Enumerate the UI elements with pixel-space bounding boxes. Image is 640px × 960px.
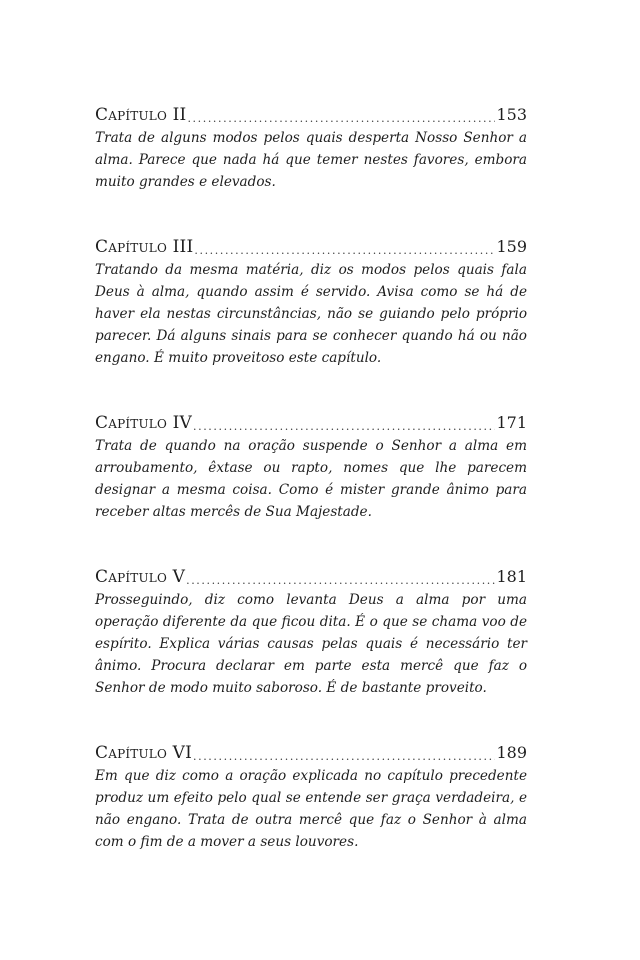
chapter-description: Em que diz como a oração explicada no capítulo precedente produz um efeito pelo qual se entende ser graça verdadeira, e não engano. Trata de outra mercê que faz o Senhor à alma com o fim de a mover a seus louvores. — [95, 768, 527, 850]
chapter-heading — [95, 565, 527, 589]
toc-entry-chapter-5 — [95, 565, 527, 699]
page-number: 171 — [496, 413, 527, 432]
chapter-title: Capítulo VI — [95, 743, 193, 763]
toc-entry-chapter-2 — [95, 103, 527, 193]
chapter-title: Capítulo IV — [95, 413, 193, 433]
chapter-title: Capítulo II — [95, 105, 187, 125]
chapter-description: Trata de quando na oração suspende o Senhor a alma em arroubamento, êxtase ou rapto, nomes que lhe parecem designar a mesma coisa. Como é mister grande ânimo para receber altas mercês de Sua Majestade. — [95, 438, 527, 520]
page-number: 159 — [496, 237, 527, 256]
dot-leader — [187, 105, 495, 122]
toc-entry-chapter-6 — [95, 741, 527, 853]
chapter-heading — [95, 741, 527, 765]
chapter-description: Trata de alguns modos pelos quais desperta Nosso Senhor a alma. Parece que nada há que temer nestes favores, embora muito grandes e elevados. — [95, 130, 527, 190]
chapter-description: Tratando da mesma matéria, diz os modos pelos quais fala Deus à alma, quando assim é servido. Avisa como se há de haver ela nestas circunstâncias, não se guiando pelo próprio parecer. Dá alguns sinais para se conhecer quando há ou não engano. É muito proveitoso este capítulo. — [95, 262, 527, 366]
page-number: 181 — [496, 567, 527, 586]
page-number: 153 — [496, 105, 527, 124]
toc-entry-chapter-3 — [95, 235, 527, 369]
chapter-description: Prosseguindo, diz como levanta Deus a alma por uma operação diferente da que ficou dita. É o que se chama voo de espírito. Explica várias causas pelas quais é necessário ter ânimo. Procura declarar em parte esta mercê que faz o Senhor de modo muito saboroso. É de bastante proveito. — [95, 592, 527, 696]
dot-leader — [193, 413, 495, 430]
dot-leader — [194, 237, 495, 254]
table-of-contents — [95, 103, 527, 853]
chapter-heading — [95, 235, 527, 259]
toc-entry-chapter-4 — [95, 411, 527, 523]
page-number: 189 — [496, 743, 527, 762]
chapter-title: Capítulo V — [95, 567, 186, 587]
chapter-title: Capítulo III — [95, 237, 194, 257]
dot-leader — [186, 567, 495, 584]
dot-leader — [193, 743, 495, 760]
chapter-heading — [95, 411, 527, 435]
chapter-heading — [95, 103, 527, 127]
